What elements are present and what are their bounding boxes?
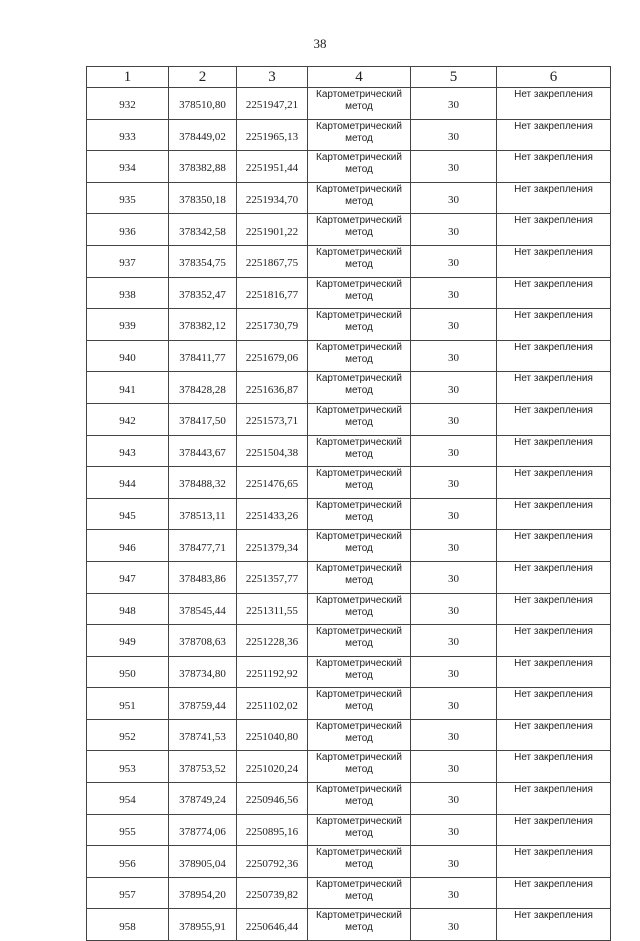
fixation-cell: Нет закрепления — [497, 119, 611, 151]
point-number-cell: 946 — [87, 530, 169, 562]
header-row — [87, 67, 611, 88]
y-coordinate-cell: 2251901,22 — [237, 214, 308, 246]
x-coordinate-cell: 378483,86 — [169, 561, 237, 593]
x-coordinate-cell: 378510,80 — [169, 88, 237, 120]
table-row — [87, 182, 611, 214]
y-coordinate-cell: 2251192,92 — [237, 656, 308, 688]
point-number-cell: 947 — [87, 561, 169, 593]
y-coordinate-cell: 2251636,87 — [237, 372, 308, 404]
accuracy-cell: 30 — [411, 561, 497, 593]
x-coordinate-cell: 378350,18 — [169, 182, 237, 214]
point-number-cell: 951 — [87, 688, 169, 720]
x-coordinate-cell: 378774,06 — [169, 814, 237, 846]
table-row — [87, 340, 611, 372]
fixation-cell: Нет закрепления — [497, 688, 611, 720]
y-coordinate-cell: 2251433,26 — [237, 498, 308, 530]
y-coordinate-cell: 2250646,44 — [237, 909, 308, 941]
fixation-cell: Нет закрепления — [497, 593, 611, 625]
column-header-6: 6 — [497, 67, 611, 88]
method-cell: Картометрический метод — [308, 245, 411, 277]
table-row — [87, 214, 611, 246]
y-coordinate-cell: 2251476,65 — [237, 467, 308, 499]
y-coordinate-cell: 2251311,55 — [237, 593, 308, 625]
fixation-cell: Нет закрепления — [497, 909, 611, 941]
x-coordinate-cell: 378477,71 — [169, 530, 237, 562]
coordinates-table — [86, 66, 611, 941]
y-coordinate-cell: 2251816,77 — [237, 277, 308, 309]
y-coordinate-cell: 2251504,38 — [237, 435, 308, 467]
x-coordinate-cell: 378417,50 — [169, 403, 237, 435]
accuracy-cell: 30 — [411, 119, 497, 151]
method-cell: Картометрический метод — [308, 435, 411, 467]
fixation-cell: Нет закрепления — [497, 340, 611, 372]
accuracy-cell: 30 — [411, 593, 497, 625]
method-cell: Картометрический метод — [308, 214, 411, 246]
point-number-cell: 932 — [87, 88, 169, 120]
x-coordinate-cell: 378354,75 — [169, 245, 237, 277]
point-number-cell: 950 — [87, 656, 169, 688]
fixation-cell: Нет закрепления — [497, 814, 611, 846]
method-cell: Картометрический метод — [308, 593, 411, 625]
x-coordinate-cell: 378411,77 — [169, 340, 237, 372]
table-body — [87, 88, 611, 941]
point-number-cell: 943 — [87, 435, 169, 467]
accuracy-cell: 30 — [411, 403, 497, 435]
fixation-cell: Нет закрепления — [497, 467, 611, 499]
y-coordinate-cell: 2251379,34 — [237, 530, 308, 562]
x-coordinate-cell: 378449,02 — [169, 119, 237, 151]
point-number-cell: 938 — [87, 277, 169, 309]
x-coordinate-cell: 378905,04 — [169, 846, 237, 878]
fixation-cell: Нет закрепления — [497, 88, 611, 120]
table-row — [87, 846, 611, 878]
point-number-cell: 940 — [87, 340, 169, 372]
x-coordinate-cell: 378955,91 — [169, 909, 237, 941]
accuracy-cell: 30 — [411, 877, 497, 909]
accuracy-cell: 30 — [411, 498, 497, 530]
point-number-cell: 952 — [87, 719, 169, 751]
accuracy-cell: 30 — [411, 277, 497, 309]
point-number-cell: 948 — [87, 593, 169, 625]
method-cell: Картометрический метод — [308, 182, 411, 214]
table-row — [87, 530, 611, 562]
method-cell: Картометрический метод — [308, 625, 411, 657]
fixation-cell: Нет закрепления — [497, 625, 611, 657]
y-coordinate-cell: 2251730,79 — [237, 309, 308, 341]
point-number-cell: 949 — [87, 625, 169, 657]
fixation-cell: Нет закрепления — [497, 151, 611, 183]
fixation-cell: Нет закрепления — [497, 182, 611, 214]
table-row — [87, 593, 611, 625]
accuracy-cell: 30 — [411, 625, 497, 657]
column-header-1: 1 — [87, 67, 169, 88]
y-coordinate-cell: 2251951,44 — [237, 151, 308, 183]
fixation-cell: Нет закрепления — [497, 846, 611, 878]
table-row — [87, 814, 611, 846]
method-cell: Картометрический метод — [308, 403, 411, 435]
table-row — [87, 561, 611, 593]
y-coordinate-cell: 2251573,71 — [237, 403, 308, 435]
fixation-cell: Нет закрепления — [497, 656, 611, 688]
method-cell: Картометрический метод — [308, 88, 411, 120]
method-cell: Картометрический метод — [308, 309, 411, 341]
method-cell: Картометрический метод — [308, 814, 411, 846]
accuracy-cell: 30 — [411, 309, 497, 341]
fixation-cell: Нет закрепления — [497, 435, 611, 467]
table-row — [87, 309, 611, 341]
fixation-cell: Нет закрепления — [497, 372, 611, 404]
y-coordinate-cell: 2250739,82 — [237, 877, 308, 909]
method-cell: Картометрический метод — [308, 277, 411, 309]
method-cell: Картометрический метод — [308, 656, 411, 688]
method-cell: Картометрический метод — [308, 783, 411, 815]
accuracy-cell: 30 — [411, 783, 497, 815]
accuracy-cell: 30 — [411, 372, 497, 404]
table-row — [87, 909, 611, 941]
point-number-cell: 944 — [87, 467, 169, 499]
x-coordinate-cell: 378749,24 — [169, 783, 237, 815]
table-row — [87, 783, 611, 815]
table-row — [87, 277, 611, 309]
method-cell: Картометрический метод — [308, 498, 411, 530]
accuracy-cell: 30 — [411, 814, 497, 846]
point-number-cell: 933 — [87, 119, 169, 151]
method-cell: Картометрический метод — [308, 151, 411, 183]
x-coordinate-cell: 378708,63 — [169, 625, 237, 657]
point-number-cell: 953 — [87, 751, 169, 783]
x-coordinate-cell: 378382,12 — [169, 309, 237, 341]
y-coordinate-cell: 2251228,36 — [237, 625, 308, 657]
table-row — [87, 372, 611, 404]
accuracy-cell: 30 — [411, 909, 497, 941]
fixation-cell: Нет закрепления — [497, 751, 611, 783]
method-cell: Картометрический метод — [308, 719, 411, 751]
table-row — [87, 498, 611, 530]
table-row — [87, 119, 611, 151]
column-header-3: 3 — [237, 67, 308, 88]
table-row — [87, 656, 611, 688]
y-coordinate-cell: 2251947,21 — [237, 88, 308, 120]
fixation-cell: Нет закрепления — [497, 214, 611, 246]
y-coordinate-cell: 2251357,77 — [237, 561, 308, 593]
table-row — [87, 688, 611, 720]
point-number-cell: 941 — [87, 372, 169, 404]
method-cell: Картометрический метод — [308, 340, 411, 372]
x-coordinate-cell: 378734,80 — [169, 656, 237, 688]
table-row — [87, 467, 611, 499]
method-cell: Картометрический метод — [308, 751, 411, 783]
method-cell: Картометрический метод — [308, 877, 411, 909]
x-coordinate-cell: 378954,20 — [169, 877, 237, 909]
accuracy-cell: 30 — [411, 846, 497, 878]
accuracy-cell: 30 — [411, 467, 497, 499]
y-coordinate-cell: 2251965,13 — [237, 119, 308, 151]
y-coordinate-cell: 2251867,75 — [237, 245, 308, 277]
table-row — [87, 719, 611, 751]
table-row — [87, 877, 611, 909]
x-coordinate-cell: 378741,53 — [169, 719, 237, 751]
fixation-cell: Нет закрепления — [497, 561, 611, 593]
method-cell: Картометрический метод — [308, 119, 411, 151]
point-number-cell: 954 — [87, 783, 169, 815]
column-header-4: 4 — [308, 67, 411, 88]
x-coordinate-cell: 378759,44 — [169, 688, 237, 720]
point-number-cell: 945 — [87, 498, 169, 530]
point-number-cell: 958 — [87, 909, 169, 941]
accuracy-cell: 30 — [411, 435, 497, 467]
fixation-cell: Нет закрепления — [497, 783, 611, 815]
table-header — [87, 67, 611, 88]
method-cell: Картометрический метод — [308, 909, 411, 941]
point-number-cell: 937 — [87, 245, 169, 277]
accuracy-cell: 30 — [411, 719, 497, 751]
x-coordinate-cell: 378513,11 — [169, 498, 237, 530]
point-number-cell: 934 — [87, 151, 169, 183]
point-number-cell: 956 — [87, 846, 169, 878]
method-cell: Картометрический метод — [308, 530, 411, 562]
method-cell: Картометрический метод — [308, 372, 411, 404]
accuracy-cell: 30 — [411, 656, 497, 688]
point-number-cell: 942 — [87, 403, 169, 435]
method-cell: Картометрический метод — [308, 561, 411, 593]
fixation-cell: Нет закрепления — [497, 309, 611, 341]
table-row — [87, 435, 611, 467]
page-number: 38 — [313, 36, 327, 51]
table-row — [87, 88, 611, 120]
column-header-5: 5 — [411, 67, 497, 88]
point-number-cell: 935 — [87, 182, 169, 214]
table-row — [87, 245, 611, 277]
fixation-cell: Нет закрепления — [497, 403, 611, 435]
column-header-2: 2 — [169, 67, 237, 88]
point-number-cell: 957 — [87, 877, 169, 909]
x-coordinate-cell: 378382,88 — [169, 151, 237, 183]
fixation-cell: Нет закрепления — [497, 530, 611, 562]
table-row — [87, 403, 611, 435]
x-coordinate-cell: 378428,28 — [169, 372, 237, 404]
y-coordinate-cell: 2250895,16 — [237, 814, 308, 846]
fixation-cell: Нет закрепления — [497, 877, 611, 909]
accuracy-cell: 30 — [411, 214, 497, 246]
y-coordinate-cell: 2251934,70 — [237, 182, 308, 214]
y-coordinate-cell: 2251040,80 — [237, 719, 308, 751]
x-coordinate-cell: 378488,32 — [169, 467, 237, 499]
method-cell: Картометрический метод — [308, 846, 411, 878]
accuracy-cell: 30 — [411, 530, 497, 562]
x-coordinate-cell: 378352,47 — [169, 277, 237, 309]
x-coordinate-cell: 378545,44 — [169, 593, 237, 625]
method-cell: Картометрический метод — [308, 467, 411, 499]
fixation-cell: Нет закрепления — [497, 719, 611, 751]
accuracy-cell: 30 — [411, 340, 497, 372]
y-coordinate-cell: 2251679,06 — [237, 340, 308, 372]
accuracy-cell: 30 — [411, 151, 497, 183]
method-cell: Картометрический метод — [308, 688, 411, 720]
x-coordinate-cell: 378753,52 — [169, 751, 237, 783]
x-coordinate-cell: 378443,67 — [169, 435, 237, 467]
accuracy-cell: 30 — [411, 751, 497, 783]
point-number-cell: 939 — [87, 309, 169, 341]
table-row — [87, 751, 611, 783]
accuracy-cell: 30 — [411, 182, 497, 214]
x-coordinate-cell: 378342,58 — [169, 214, 237, 246]
fixation-cell: Нет закрепления — [497, 277, 611, 309]
fixation-cell: Нет закрепления — [497, 498, 611, 530]
accuracy-cell: 30 — [411, 88, 497, 120]
y-coordinate-cell: 2250792,36 — [237, 846, 308, 878]
accuracy-cell: 30 — [411, 688, 497, 720]
point-number-cell: 936 — [87, 214, 169, 246]
y-coordinate-cell: 2251020,24 — [237, 751, 308, 783]
table-row — [87, 151, 611, 183]
y-coordinate-cell: 2251102,02 — [237, 688, 308, 720]
accuracy-cell: 30 — [411, 245, 497, 277]
table-row — [87, 625, 611, 657]
y-coordinate-cell: 2250946,56 — [237, 783, 308, 815]
point-number-cell: 955 — [87, 814, 169, 846]
fixation-cell: Нет закрепления — [497, 245, 611, 277]
